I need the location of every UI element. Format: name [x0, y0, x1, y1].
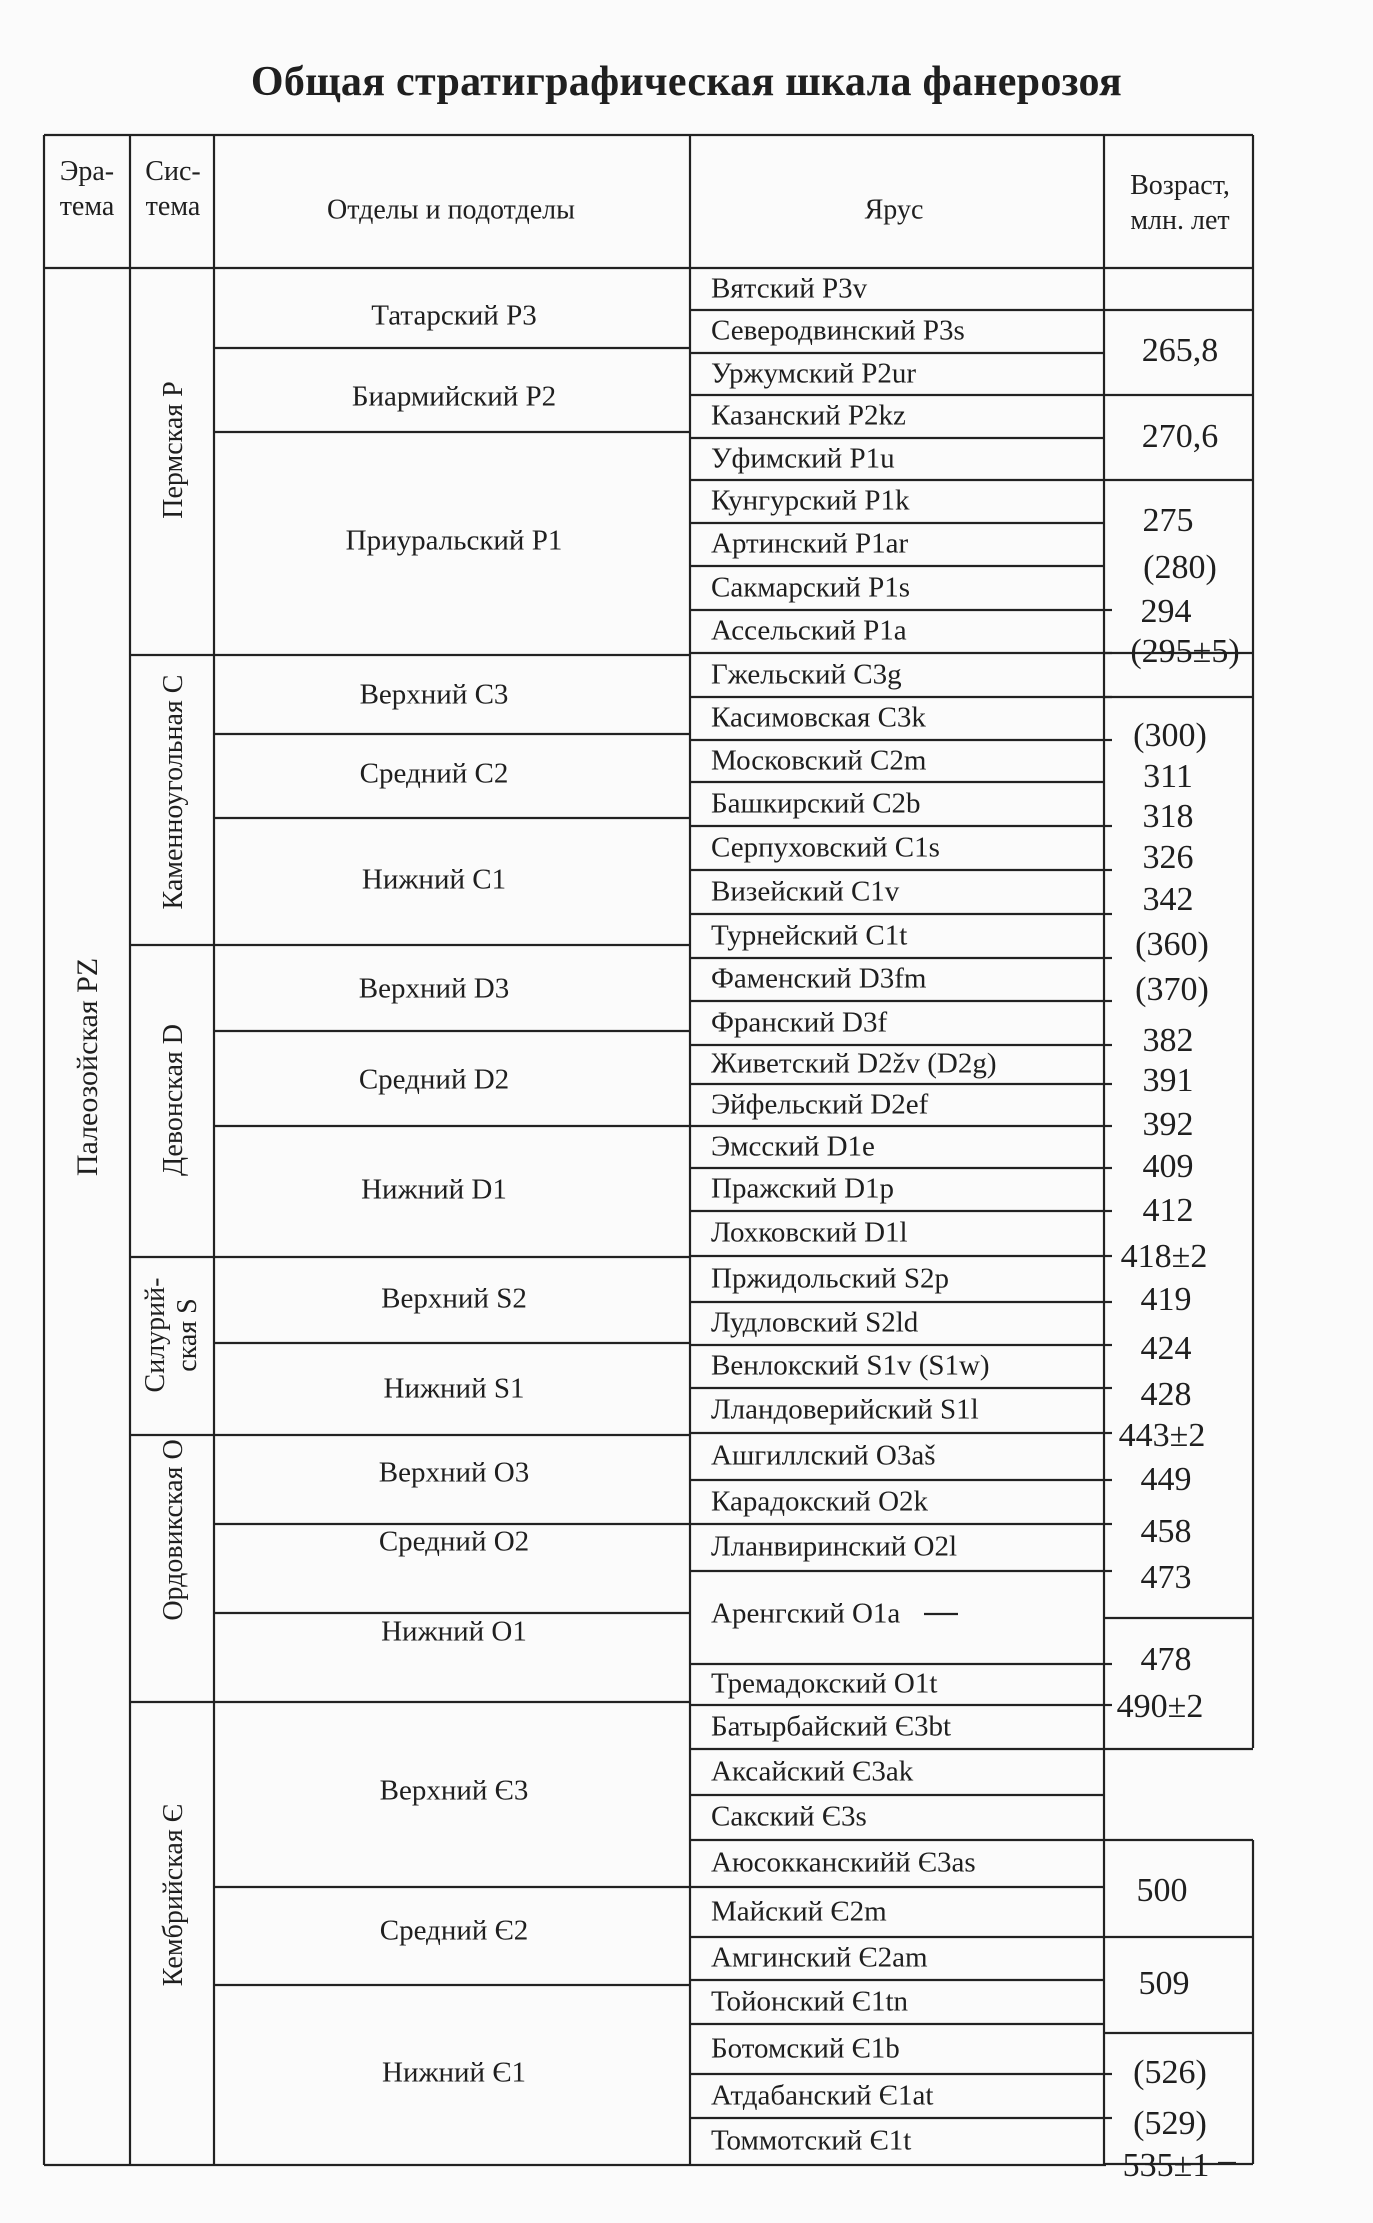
age-value: 458 [1140, 1513, 1192, 1550]
stage-cell: Кунгурский P1k [711, 484, 910, 517]
age-value: 294 [1140, 593, 1192, 630]
stage-cell: Турнейский C1t [711, 919, 908, 952]
stage-cell: Визейский C1v [711, 875, 900, 908]
age-value: 443±2 [1118, 1417, 1206, 1454]
stage-cell: Ассельский P1a [711, 614, 907, 647]
age-value: (300) [1133, 717, 1207, 754]
stage-cell: Пржидольский S2p [711, 1262, 949, 1295]
stage-cell: Пражский D1p [711, 1172, 895, 1205]
header-stage: Ярус [864, 194, 924, 226]
dept-c1: Нижний C1 [361, 863, 507, 896]
dept-d2: Средний D2 [358, 1063, 510, 1096]
age-value: 265,8 [1141, 332, 1219, 369]
stage-cell: Живетский D2žv (D2g) [711, 1047, 997, 1080]
stage-cell: Аксайский Є3ak [711, 1755, 914, 1788]
stage-cell: Вятский P3v [711, 272, 868, 305]
age-value: 409 [1142, 1148, 1194, 1185]
dept-c2: Средний C2 [359, 757, 509, 790]
dept-o1: Нижний O1 [381, 1615, 527, 1648]
header-age: Возраст, млн. лет [1130, 170, 1230, 236]
age-value: 392 [1142, 1106, 1194, 1143]
dept-priural: Приуральский P1 [345, 524, 563, 557]
stage-cell: Северодвинский P3s [711, 314, 965, 347]
stage-cell: Эмсский D1e [711, 1130, 875, 1163]
age-value: 473 [1140, 1559, 1192, 1596]
age-value: 382 [1142, 1022, 1194, 1059]
stage-cell: Лудловский S2ld [711, 1306, 919, 1339]
stage-cell: Сакмарский P1s [711, 571, 910, 604]
stage-cell: Лланвиринский O2l [711, 1530, 958, 1563]
dept-cm1: Нижний Є1 [382, 2056, 526, 2089]
age-value: 412 [1142, 1192, 1194, 1229]
stage-cell: Серпуховский C1s [711, 831, 940, 864]
age-value: 311 [1143, 758, 1193, 795]
stage-cell: Ашгиллский O3aš [711, 1439, 936, 1472]
age-value: 391 [1142, 1062, 1194, 1099]
stage-cell: Амгинский Є2am [711, 1941, 928, 1974]
stage-cell: Майский Є2m [711, 1895, 887, 1928]
age-value: 428 [1140, 1376, 1192, 1413]
dept-o2: Средний O2 [378, 1525, 530, 1558]
age-value: (295±5) [1130, 633, 1240, 670]
age-value: (280) [1143, 549, 1217, 586]
age-value: 270,6 [1141, 418, 1219, 455]
stage-cell: Фаменский D3fm [711, 962, 927, 995]
system-devonian: Девонская D [158, 1023, 189, 1177]
dept-cm3: Верхний Є3 [379, 1774, 529, 1807]
dept-s1: Нижний S1 [383, 1372, 525, 1405]
system-cambrian: Кембрийская Є [158, 1803, 189, 1987]
age-value: (360) [1135, 926, 1209, 963]
age-value: 418±2 [1120, 1238, 1208, 1275]
age-value: 535±1 [1122, 2147, 1210, 2184]
stage-cell: Артинский P1ar [711, 527, 909, 560]
stage-cell: Уржумский P2ur [711, 357, 917, 390]
header-departments: Отделы и подотделы [327, 194, 575, 226]
era-label: Палеозойская PZ [71, 957, 104, 1177]
age-value: 318 [1142, 798, 1194, 835]
stage-cell: Лландоверийский S1l [711, 1393, 979, 1426]
stage-cell: Эйфельский D2ef [711, 1088, 929, 1121]
stage-cell: Венлокский S1v (S1w) [711, 1349, 990, 1382]
age-value: (526) [1133, 2054, 1207, 2091]
stage-cell: Франский D3f [711, 1006, 888, 1039]
stage-cell: Карадокский O2k [711, 1485, 929, 1518]
age-value: 424 [1140, 1330, 1192, 1367]
dept-cm2: Средний Є2 [379, 1914, 529, 1947]
age-value: 449 [1140, 1461, 1192, 1498]
stage-cell: Московский C2m [711, 744, 927, 777]
stage-cell: Казанский P2kz [711, 399, 906, 432]
age-value: (370) [1135, 971, 1209, 1008]
age-value: 326 [1142, 839, 1194, 876]
system-permian: Пермская P [158, 381, 189, 519]
header-era: Эра- тема [59, 156, 115, 222]
stage-cell: Ботомский Є1b [711, 2032, 900, 2065]
age-value: 490±2 [1116, 1688, 1204, 1725]
dept-biarm: Биармийский P2 [351, 380, 557, 413]
stage-cell: Башкирский C2b [711, 787, 921, 820]
age-value: 478 [1140, 1641, 1192, 1678]
stage-cell: Аюсокканскийй Є3as [711, 1846, 976, 1879]
stage-cell: Аренгский O1a [711, 1597, 901, 1630]
stage-cell: Сакский Є3s [711, 1800, 867, 1833]
document-title: Общая стратиграфическая шкала фанерозоя [250, 59, 1123, 105]
stage-cell: Тремадокский O1t [711, 1667, 938, 1700]
stage-cell: Лохковский D1l [711, 1216, 908, 1249]
stage-cell: Касимовская C3k [711, 701, 926, 734]
system-carboniferous: Каменноугольная C [158, 674, 189, 910]
system-ordovician: Ордовикская O [158, 1439, 189, 1621]
dept-c3: Верхний C3 [359, 678, 509, 711]
age-value: 509 [1138, 1965, 1190, 2002]
header-system: Сис- тема [145, 156, 201, 222]
stage-cell: Тойонский Є1tn [711, 1985, 909, 2018]
dept-d3: Верхний D3 [358, 972, 510, 1005]
age-value: 500 [1136, 1872, 1188, 1909]
age-value: (529) [1133, 2105, 1207, 2142]
stage-cell: Атдабанский Є1at [711, 2079, 934, 2112]
stage-cell: Уфимский P1u [711, 442, 895, 475]
dept-s2: Верхний S2 [381, 1282, 527, 1315]
stage-cell: Батырбайский Є3bt [711, 1710, 952, 1743]
dept-o3: Верхний O3 [378, 1456, 530, 1489]
stage-cell: Томмотский Є1t [711, 2124, 912, 2157]
stage-cell: Гжельский C3g [711, 658, 902, 691]
age-value: 342 [1142, 881, 1194, 918]
age-value: 275 [1142, 502, 1194, 539]
age-value: 419 [1140, 1281, 1192, 1318]
dept-tatar: Татарский P3 [371, 299, 537, 332]
system-silurian: Силурий- ская S [139, 1277, 203, 1393]
dept-d1: Нижний D1 [361, 1173, 507, 1206]
